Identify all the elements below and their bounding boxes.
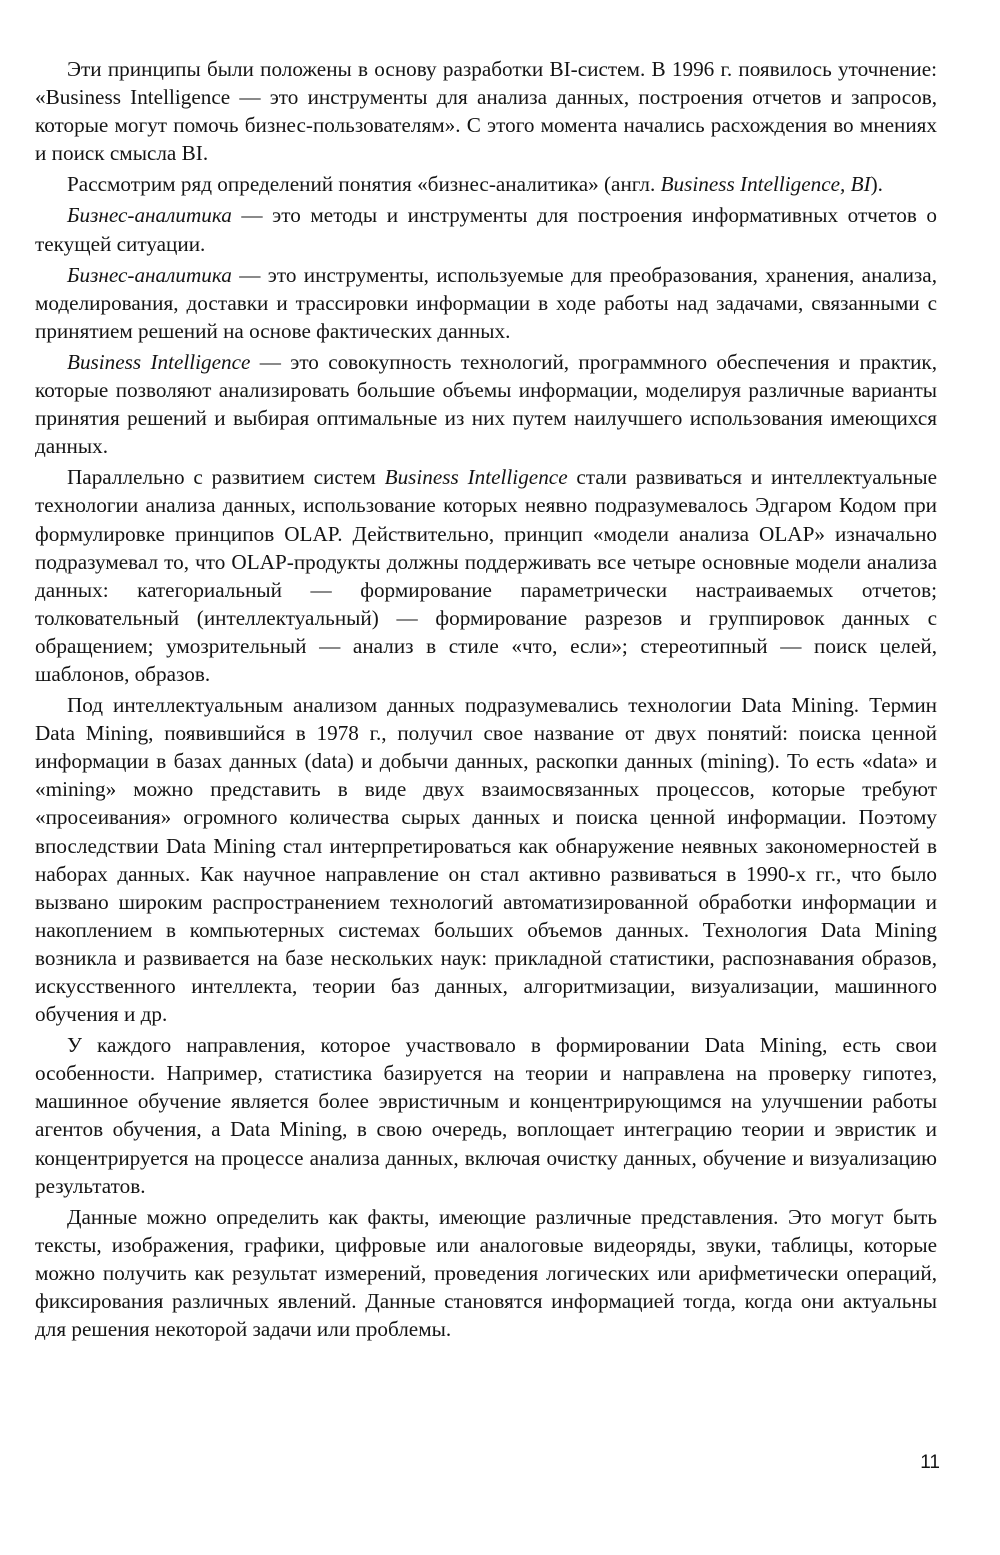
body-text bbox=[35, 55, 937, 1343]
paragraph bbox=[35, 348, 937, 460]
text-run: Эти принципы были положены в основу разработки BI-систем. В 1996 г. появилось уточнение: «Business Intelligence — это инструменты для анализа данных, построения отчетов и запросов, которые могут помочь бизнес-пользователям». С этого момента начались расхождения во мнениях и поиск смысла BI. bbox=[35, 57, 937, 166]
italic-term: Business Intelligence bbox=[67, 349, 251, 374]
italic-term: Business Intelligence bbox=[384, 465, 568, 490]
paragraph bbox=[35, 55, 937, 167]
paragraph bbox=[35, 691, 937, 1028]
text-run: Данные можно определить как факты, имеющие различные представления. Это могут быть тексты, изображения, графики, цифровые или аналоговые видеоряды, звуки, таблицы, которые можно получить как результат измерений, проведения логических или арифметически операций, фиксирования различных явлений. Данные становятся информацией тогда, когда они актуальны для решения некоторой задачи или проблемы. bbox=[35, 1204, 937, 1342]
page-number: 11 bbox=[920, 1452, 940, 1473]
paragraph bbox=[35, 1031, 937, 1200]
text-run: Рассмотрим ряд определений понятия «бизнес-аналитика» (англ. bbox=[67, 172, 661, 197]
italic-term: Business Intelligence, BI bbox=[660, 172, 871, 197]
paragraph bbox=[35, 261, 937, 345]
text-run: У каждого направления, которое участвовало в формировании Data Mining, есть свои особенности. Например, статистика базируется на теории и направлена на проверку гипотез, машинное обучение является более эвристичным и концентрирующимся на улучшении работы агентов обучения, а Data Mining, в свою очередь, воплощает интеграцию теории и эвристик и концентрируется на процессе анализа данных, включая очистку данных, обучение и визуализацию результатов. bbox=[35, 1033, 937, 1198]
paragraph bbox=[35, 201, 937, 257]
italic-term: Бизнес-аналитика bbox=[67, 203, 232, 228]
text-run: — это инструменты, используемые для преобразования, хранения, анализа, моделирования, доставки и трассировки информации в ходе работы над задачами, связанными с принятием решений на основе фактических данных. bbox=[35, 262, 937, 343]
paragraph bbox=[35, 463, 937, 688]
paragraph bbox=[35, 170, 937, 198]
text-run: — это методы и инструменты для построения информативных отчетов о текущей ситуации. bbox=[35, 203, 937, 256]
text-run: — это совокупность технологий, программного обеспечения и практик, которые позволяют анализировать большие объемы информации, моделируя различные варианты принятия решений и выбирая оптимальные из них путем наилучшего использования имеющихся данных. bbox=[35, 349, 938, 459]
text-run: Под интеллектуальным анализом данных подразумевались технологии Data Mining. Термин Data Mining, появившийся в 1978 г., получил свое название от двух понятий: поиска ценной информации в базах данных (data) и добычи данных, раскопки данных (mining). То есть «data» и «mining» можно представить в виде двух взаимосвязанных процессов, которые требуют «просеивания» огромного количества сырых данных и поиска ценной информации. Поэтому впоследствии Data Mining стал интерпретироваться как обнаружение неявных закономерностей в наборах данных. Как научное направление он стал активно развиваться в 1990-х гг., что было вызвано широким распространением технологий автоматизированной обработки информации и накоплением в компьютерных системах больших объемов данных. Технология Data Mining возникла и развивается на базе нескольких наук: прикладной статистики, распознавания образов, искусственного интеллекта, теории баз данных, алгоритмизации, визуализации, машинного обучения и др. bbox=[35, 693, 937, 1027]
text-run: Параллельно с развитием систем bbox=[67, 465, 385, 490]
italic-term: Бизнес-аналитика bbox=[67, 262, 232, 287]
text-run: стали развиваться и интеллектуальные технологии анализа данных, использование которых неявно подразумевалось Эдгаром Кодом при формулировке принципов OLAP. Действительно, принцип «модели анализа OLAP» изначально подразумевал то, что OLAP-продукты должны поддерживать все четыре основные модели анализа данных: категориальный — формирование параметрически настраиваемых отчетов; толковательный (интеллектуальный) — формирование разрезов и группировок данных с обращением; умозрительный — анализ в стиле «что, если»; стереотипный — поиск целей, шаблонов, образов. bbox=[35, 465, 937, 686]
paragraph bbox=[35, 1203, 937, 1343]
text-run: ). bbox=[870, 172, 883, 197]
